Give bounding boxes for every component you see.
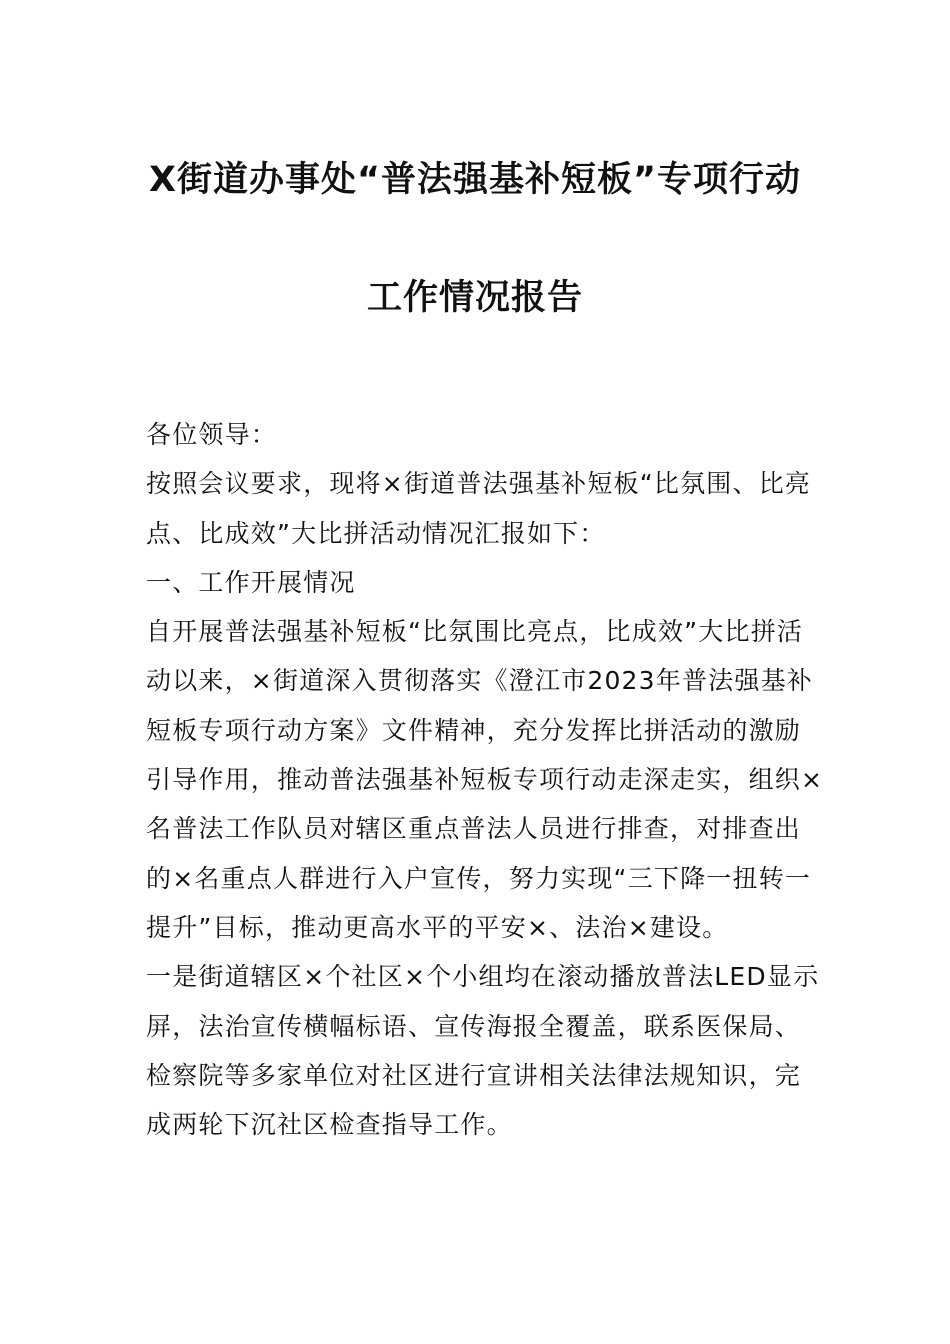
- paragraph-first-measure: 一是街道辖区×个社区×个小组均在滚动播放普法LED显示屏，法治宣传横幅标语、宣传海报全覆盖，联系医保局、检察院等多家单位对社区进行宣讲相关法律法规知识，完成两轮下沉社区检查指导工作。: [146, 962, 820, 1140]
- document-title-line-1: X街道办事处“普法强基补短板”专项行动: [149, 160, 801, 200]
- salutation: 各位领导：: [146, 420, 278, 449]
- document-body: [146, 410, 826, 1149]
- section-heading-work-progress: 一、工作开展情况: [146, 567, 356, 597]
- paragraph-activity-summary: 自开展普法强基补短板“比氛围比亮点，比成效”大比拼活动以来，×街道深入贯彻落实《澄江市2023年普法强基补短板专项行动方案》文件精神，充分发挥比拼活动的激励引导作用，推动普法强基补短板专项行动走深走实，组织×名普法工作队员对辖区重点普法人员进行排查，对排查出的×名重点人群进行入户宣传，努力实现“三下降一扭转一提升”目标，推动更高水平的平安×、法治×建设。: [146, 617, 824, 942]
- paragraph-intro: 按照会议要求，现将×街道普法强基补短板“比氛围、比亮点、比成效”大比拼活动情况汇报如下：: [146, 469, 812, 548]
- document-title-line-2: 工作情况报告: [366, 278, 583, 318]
